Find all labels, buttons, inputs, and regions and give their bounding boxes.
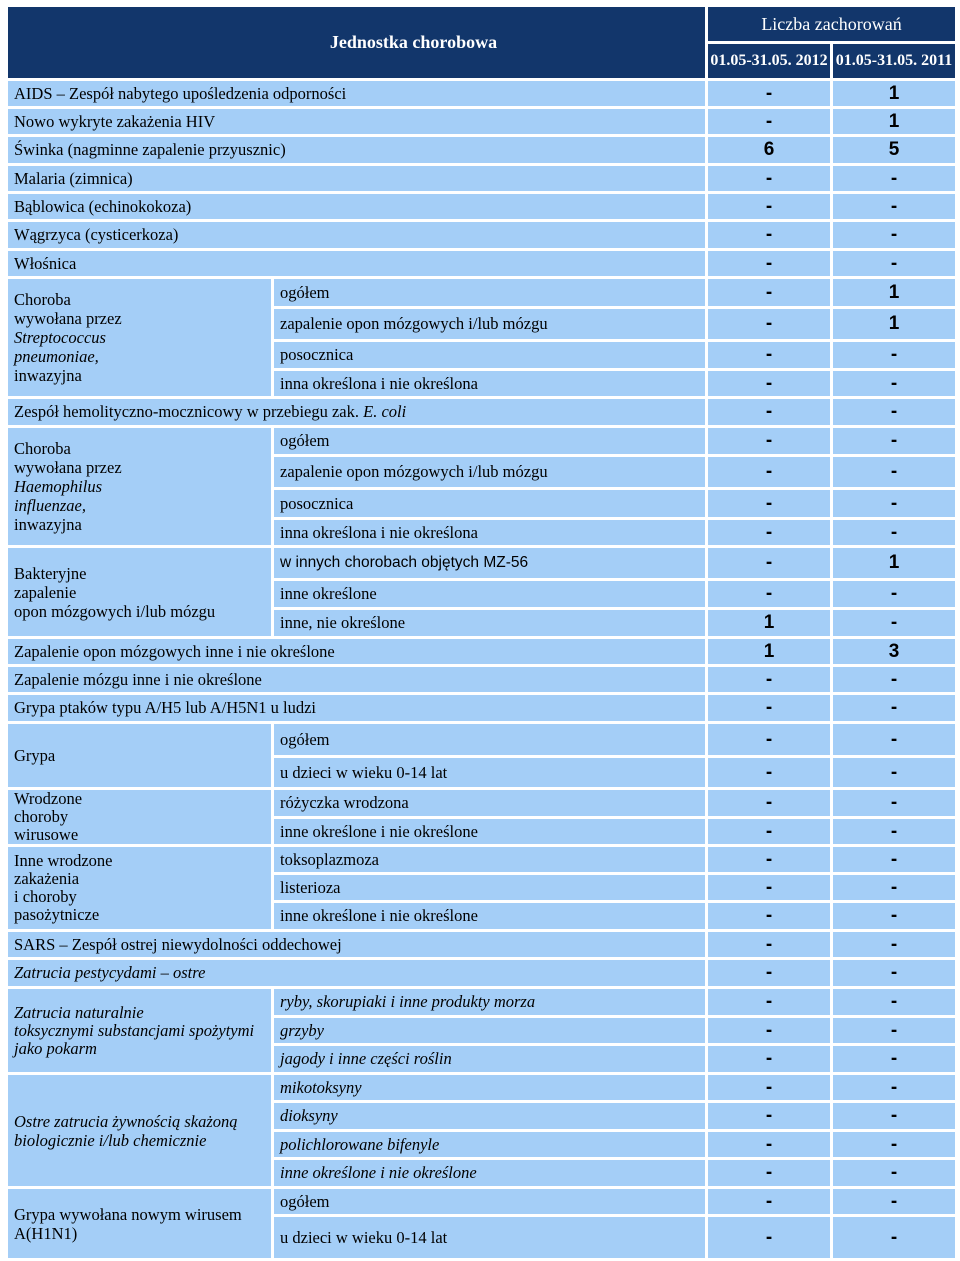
row-label: SARS – Zespół ostrej niewydolności oddechowej [7,931,707,959]
value-2011: - [832,1131,957,1159]
group-line: Wrodzone [14,789,83,808]
value-2012: - [707,489,832,519]
value-2011: - [832,846,957,874]
value-2011: - [832,694,957,723]
group-line: Grypa [14,746,56,765]
value-2011: - [832,1102,957,1131]
value-2011: - [832,959,957,988]
group-line: A(H1N1) [14,1223,78,1243]
value-2011: - [832,931,957,959]
value-2012: - [707,789,832,818]
table-row [7,666,957,694]
row-label: Zespół hemolityczno-mocznicowy w przebiegu zak. [14,402,364,421]
group-label-streptococcus [7,278,273,398]
value-2012: - [707,308,832,341]
value-2011: - [832,723,957,757]
sub-label: inne określone i nie określone [273,818,707,846]
sub-label: ogółem [273,1188,707,1216]
value-2011: - [832,456,957,489]
value-2012: - [707,1131,832,1159]
value-2011: - [832,757,957,789]
table-row [7,1188,957,1216]
value-2011: - [832,165,957,193]
sub-label: zapalenie opon mózgowych i/lub mózgu [273,308,707,341]
value-2012: 1 [707,638,832,666]
table-row [7,988,957,1017]
table-row [7,789,957,818]
row-label: AIDS – Zespół nabytego upośledzenia odporności [7,80,707,108]
table-row [7,1074,957,1102]
value-2012: - [707,931,832,959]
row-label: Zapalenie opon mózgowych inne i nie określone [7,638,707,666]
group-line: wywołana przez [14,458,122,477]
value-2012: - [707,398,832,427]
value-2011: - [832,1017,957,1045]
value-2012: - [707,250,832,278]
table-row [7,427,957,456]
value-2012: - [707,902,832,931]
row-label: Wągrzyca (cysticerkoza) [7,221,707,250]
value-2011: - [832,221,957,250]
value-2012: - [707,874,832,902]
group-line: inwazyjna [14,515,82,534]
group-line: Grypa wywołana nowym wirusem [14,1204,242,1224]
sub-label: ryby, skorupiaki i inne produkty morza [273,988,707,1017]
value-2011: - [832,519,957,547]
value-2012: - [707,1017,832,1045]
row-label: Zapalenie mózgu inne i nie określone [7,666,707,694]
value-2011: - [832,193,957,221]
value-2012: - [707,278,832,308]
sub-label: ogółem [273,427,707,456]
group-line: inwazyjna [14,366,82,385]
group-line: zakażenia [14,869,80,888]
value-2012: - [707,370,832,398]
sub-label: różyczka wrodzona [273,789,707,818]
value-2012: - [707,165,832,193]
row-label: Włośnica [7,250,707,278]
value-2012: - [707,818,832,846]
sub-label: dioksyny [273,1102,707,1131]
group-line: i choroby [14,887,77,906]
table-row [7,694,957,723]
group-label-naturalne [7,988,273,1074]
group-line: Inne wrodzone [14,851,113,870]
table-row [7,193,957,221]
sub-label: jagody i inne części roślin [273,1045,707,1074]
value-2012: - [707,80,832,108]
sub-label: polichlorowane bifenyle [273,1131,707,1159]
header-row-1 [7,6,957,43]
sub-label: inne określone i nie określone [273,1159,707,1188]
sub-label: grzyby [273,1017,707,1045]
value-2012: - [707,846,832,874]
table-row [7,931,957,959]
group-line: zapalenie [14,582,77,602]
value-2012: - [707,723,832,757]
sub-label: u dzieci w wieku 0-14 lat [273,1216,707,1260]
value-2011: - [832,1216,957,1260]
value-2012: - [707,547,832,580]
row-label: Grypa ptaków typu A/H5 lub A/H5N1 u ludzi [7,694,707,723]
header-unit: Jednostka chorobowa [7,6,707,80]
value-2011: - [832,1045,957,1074]
group-line: Haemophilus [14,477,102,496]
sub-label: zapalenie opon mózgowych i/lub mózgu [273,456,707,489]
table-row [7,638,957,666]
value-2011: - [832,341,957,370]
value-2011: - [832,580,957,609]
value-2011: - [832,789,957,818]
value-2012: - [707,1045,832,1074]
sub-label: w innych chorobach objętych MZ-56 [273,547,707,580]
value-2012: - [707,959,832,988]
table-row [7,136,957,165]
value-2011: - [832,1188,957,1216]
value-2011: 1 [832,308,957,341]
value-2011: - [832,818,957,846]
value-2011: - [832,427,957,456]
table-row [7,398,957,427]
row-label: Bąblowica (echinokokoza) [7,193,707,221]
group-line: pasożytnicze [14,905,100,924]
sub-label: inna określona i nie określona [273,370,707,398]
group-label-h1n1 [7,1188,273,1260]
sub-label: inne określone [273,580,707,609]
value-2012: - [707,580,832,609]
group-line: Zatrucia naturalnie [14,1002,144,1022]
value-2012: - [707,1102,832,1131]
group-label-ostre [7,1074,273,1188]
header-period-2011: 01.05-31.05. 2011 [832,43,957,80]
value-2011: - [832,1074,957,1102]
sub-label: posocznica [273,341,707,370]
value-2011: - [832,902,957,931]
value-2012: - [707,427,832,456]
value-2011: - [832,370,957,398]
value-2012: - [707,1188,832,1216]
table-row [7,959,957,988]
sub-label: inna określona i nie określona [273,519,707,547]
group-line: choroby [14,807,69,826]
value-2012: 6 [707,136,832,165]
sub-label: inne określone i nie określone [273,902,707,931]
value-2011: - [832,666,957,694]
group-line: jako pokarm [14,1038,97,1058]
row-label: Świnka (nagminne zapalenie przyusznic) [7,136,707,165]
row-label: Zatrucia pestycydami – ostre [7,959,707,988]
group-line: pneumoniae, [14,347,99,366]
value-2011: - [832,489,957,519]
value-2011: - [832,250,957,278]
header-period-2012: 01.05-31.05. 2012 [707,43,832,80]
sub-label: u dzieci w wieku 0-14 lat [273,757,707,789]
group-line: Choroba [14,439,71,458]
value-2011: 1 [832,278,957,308]
value-2011: 5 [832,136,957,165]
value-2012: - [707,456,832,489]
value-2012: - [707,1074,832,1102]
group-line: wirusowe [14,825,79,844]
value-2011: - [832,874,957,902]
value-2012: - [707,988,832,1017]
sub-label: toksoplazmoza [273,846,707,874]
row-label-italic: E. coli [363,402,407,421]
sub-label: posocznica [273,489,707,519]
group-label-haemophilus [7,427,273,547]
table-row [7,250,957,278]
group-label-inne-wrodzone [7,846,273,931]
table-row [7,221,957,250]
value-2011: - [832,1159,957,1188]
value-2012: - [707,757,832,789]
value-2012: - [707,1159,832,1188]
table-row [7,80,957,108]
group-label-wrodzone [7,789,273,846]
disease-table-page [5,4,955,1261]
group-line: biologicznie i/lub chemicznie [14,1130,207,1150]
disease-cases-table [5,4,958,1261]
value-2012: - [707,221,832,250]
sub-label: ogółem [273,723,707,757]
row-label: Malaria (zimnica) [7,165,707,193]
row-label-hus [7,398,707,427]
sub-label: mikotoksyny [273,1074,707,1102]
value-2012: - [707,694,832,723]
header-cases: Liczba zachorowań [707,6,957,43]
table-row [7,547,957,580]
group-line: Streptococcus [14,328,106,347]
sub-label: ogółem [273,278,707,308]
sub-label: inne, nie określone [273,609,707,638]
table-row [7,278,957,308]
group-line: opon mózgowych i/lub mózgu [14,601,216,621]
group-line: Choroba [14,290,71,309]
value-2012: - [707,341,832,370]
group-label-grypa [7,723,273,789]
group-label-bacterial [7,547,273,638]
table-row [7,846,957,874]
row-label: Nowo wykryte zakażenia HIV [7,108,707,136]
value-2012: - [707,1216,832,1260]
value-2011: 1 [832,108,957,136]
value-2011: - [832,398,957,427]
value-2012: - [707,108,832,136]
group-line: toksycznymi substancjami spożytymi [14,1020,255,1040]
table-row [7,108,957,136]
group-line: influenzae, [14,496,86,515]
value-2011: 1 [832,80,957,108]
group-line: wywołana przez [14,309,122,328]
value-2011: 1 [832,547,957,580]
value-2012: 1 [707,609,832,638]
table-row [7,165,957,193]
value-2012: - [707,193,832,221]
table-row [7,723,957,757]
group-line: Ostre zatrucia żywnością skażoną [14,1111,238,1131]
group-line: Bakteryjne [14,563,87,583]
value-2012: - [707,519,832,547]
value-2012: - [707,666,832,694]
value-2011: - [832,988,957,1017]
value-2011: 3 [832,638,957,666]
value-2011: - [832,609,957,638]
sub-label: listerioza [273,874,707,902]
